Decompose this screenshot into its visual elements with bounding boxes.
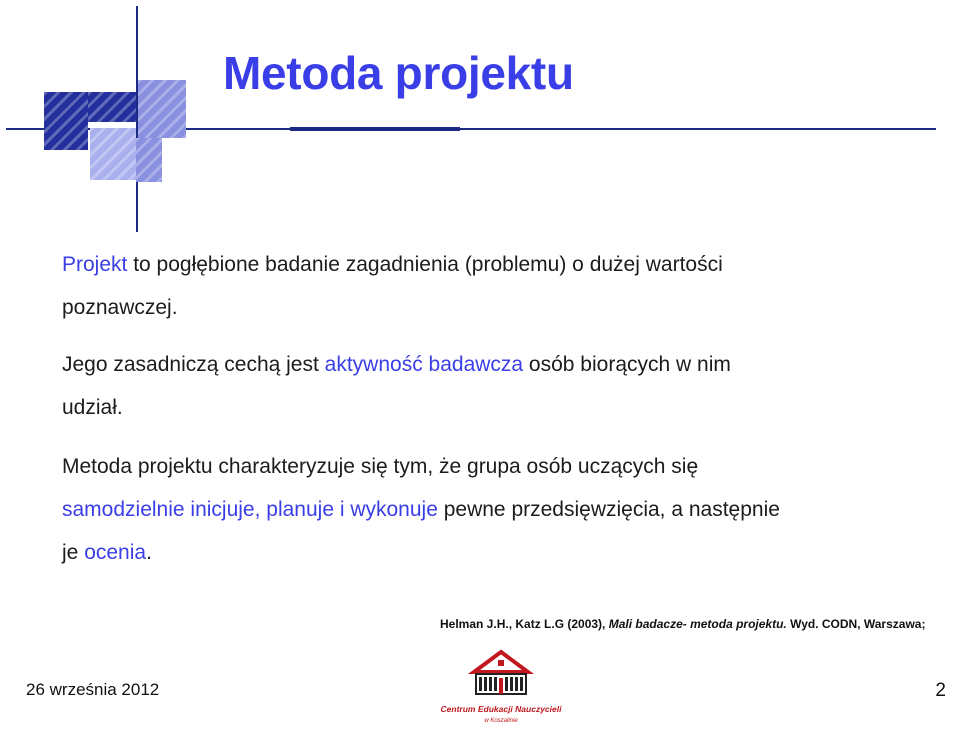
paragraph-text: je <box>62 541 85 564</box>
decor-square-dark <box>44 92 88 150</box>
term-projekt: Projekt <box>62 253 128 276</box>
paragraph-method <box>62 445 780 574</box>
citation-book-title: Mali badacze- metoda projektu. <box>608 617 787 631</box>
citation-authors: Helman J.H., Katz L.G (2003), <box>440 617 609 631</box>
logo-text: Centrum Edukacji Nauczycieli <box>440 704 562 714</box>
paragraph-text: Metoda projektu charakteryzuje się tym, że grupa osób uczących się <box>62 455 699 478</box>
logo-subtext: w Koszalinie <box>484 718 518 724</box>
paragraph-definition <box>62 243 723 329</box>
paragraph-text: pewne przedsięwzięcia, a następnie <box>437 498 780 521</box>
paragraph-text: . <box>146 541 152 564</box>
decor-horizontal-accent <box>290 127 460 131</box>
term-samodzielnie: samodzielnie inicjuje, planuje i wykonuje <box>62 498 438 521</box>
slide-title: Metoda projektu <box>223 47 574 99</box>
paragraph-text: osób biorących w nim <box>523 353 731 376</box>
paragraph-text: udział. <box>62 396 123 419</box>
term-ocenia: ocenia <box>84 541 147 564</box>
paragraph-text: to pogłębione badanie zagadnienia (problemu) o dużej wartości <box>127 253 723 276</box>
decor-square-light <box>138 80 186 138</box>
page-number: 2 <box>935 680 946 701</box>
footer-date: 26 września 2012 <box>26 680 160 699</box>
paragraph-text: poznawczej. <box>62 296 178 319</box>
citation <box>440 617 925 631</box>
paragraph-feature <box>62 343 731 429</box>
decor-square-light <box>136 138 162 182</box>
decor-square-pale <box>90 128 136 180</box>
citation-publisher: Wyd. CODN, Warszawa; <box>786 617 926 631</box>
paragraph-text: Jego zasadniczą cechą jest <box>62 353 325 376</box>
decor-square-dark <box>88 92 136 122</box>
institution-logo <box>428 648 574 728</box>
term-aktywnosc: aktywność badawcza <box>324 353 524 376</box>
